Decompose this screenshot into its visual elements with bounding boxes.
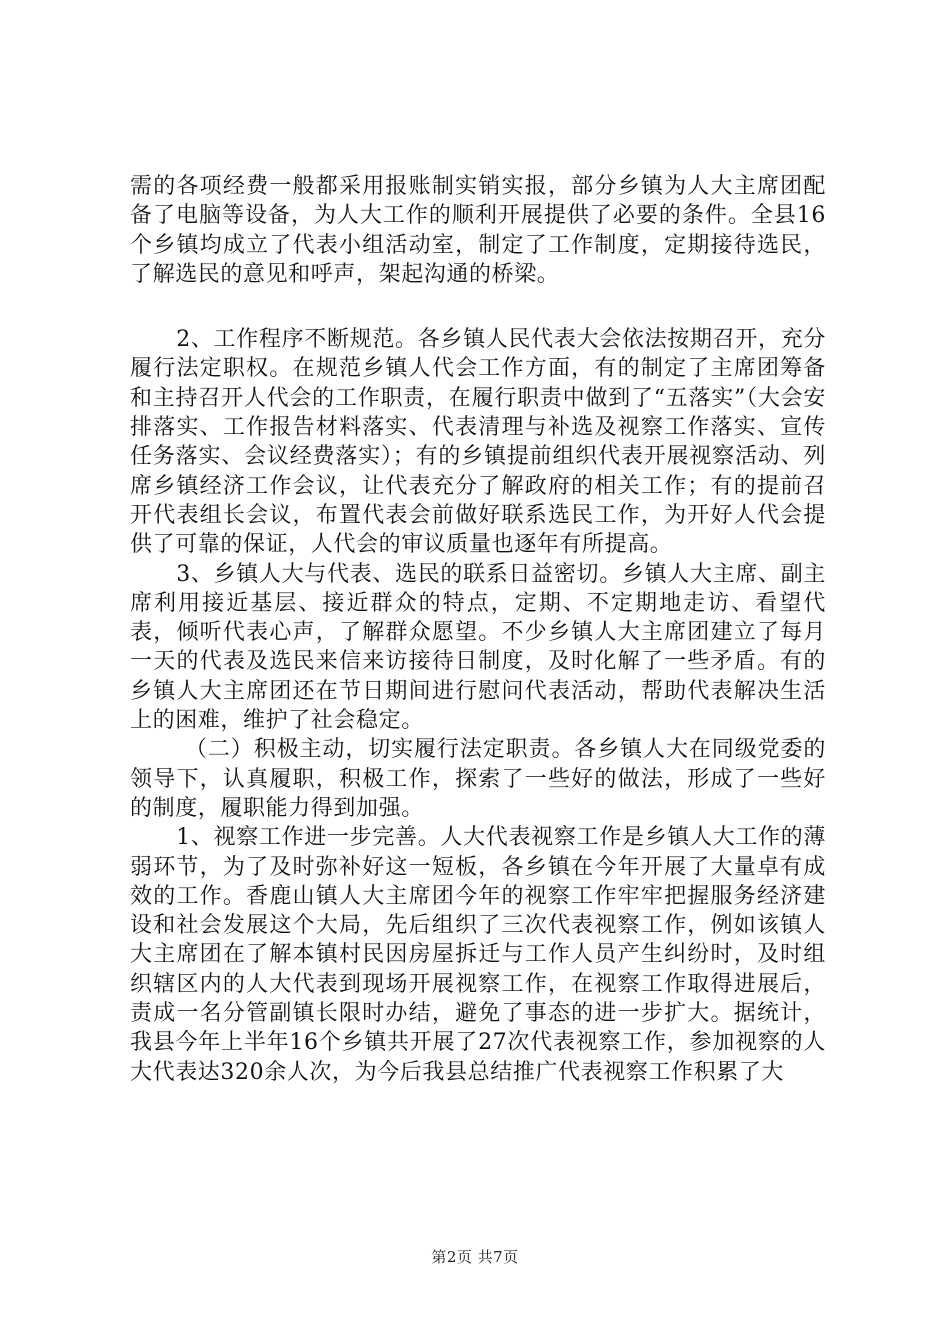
paragraph-section-two: （二）积极主动，切实履行法定职责。各乡镇人大在同级党委的领导下，认真履职，积极工作，探索了一些好的做法，形成了一些好的制度，履职能力得到加强。 [130, 737, 826, 821]
paragraph-inspection: 1、视察工作进一步完善。人大代表视察工作是乡镇人大工作的薄弱环节，为了及时弥补好这一短板，各乡镇在今年开展了大量卓有成效的工作。香鹿山镇人大主席团今年的视察工作牢牢把握服务经济建设和社会发展这个大局，先后组织了三次代表视察工作，例如该镇人大主席团在了解本镇村民因房屋拆迁与工作人员产生纠纷时，及时组织辖区内的人大代表到现场开展视察工作，在视察工作取得进展后，责成一名分管副镇长限时办结，避免了事态的进一步扩大。据统计，我县今年上半年16个乡镇共开展了27次代表视察工作，参加视察的人大代表达320余人次，为今后我县总结推广代表视察工作积累了大 [130, 825, 826, 1085]
paragraph-contact: 3、乡镇人大与代表、选民的联系日益密切。乡镇人大主席、副主席利用接近基层、接近群众的特点，定期、不定期地走访、看望代表，倾听代表心声，了解群众愿望。不少乡镇人大主席团建立了每月一天的代表及选民来信来访接待日制度，及时化解了一些矛盾。有的乡镇人大主席团还在节日期间进行慰问代表活动，帮助代表解决生活上的困难，维护了社会稳定。 [130, 561, 826, 734]
document-body [130, 172, 826, 1087]
paragraph-spacer [130, 289, 826, 325]
paragraph-procedure: 2、工作程序不断规范。各乡镇人民代表大会依法按期召开，充分履行法定职权。在规范乡镇人代会工作方面，有的制定了主席团筹备和主持召开人代会的工作职责，在履行职责中做到了“五落实”（大会安排落实、工作报告材料落实、代表清理与补选及视察工作落实、宣传任务落实、会议经费落实）；有的乡镇提前组织代表开展视察活动、列席乡镇经济工作会议，让代表充分了解政府的相关工作；有的提前召开代表组长会议，布置代表会前做好联系选民工作，为开好人代会提供了可靠的保证，人代会的审议质量也逐年有所提高。 [130, 327, 826, 558]
paragraph-funding: 需的各项经费一般都采用报账制实销实报，部分乡镇为人大主席团配备了电脑等设备，为人大工作的顺利开展提供了必要的条件。全县16个乡镇均成立了代表小组活动室，制定了工作制度，定期接待选民，了解选民的意见和呼声，架起沟通的桥梁。 [130, 174, 826, 287]
page-number-footer: 第2页 共7页 [431, 1248, 519, 1266]
